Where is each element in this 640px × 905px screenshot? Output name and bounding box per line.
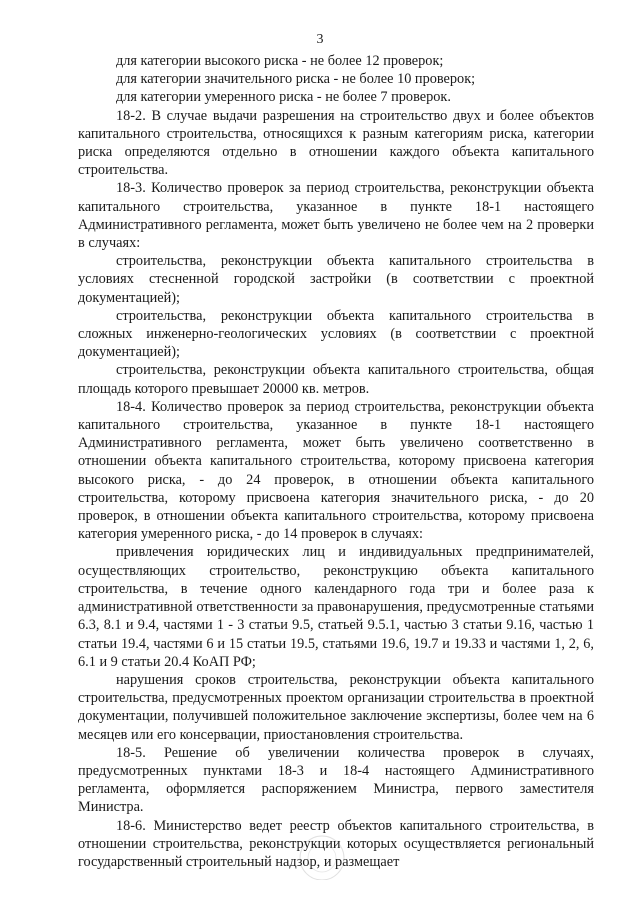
paragraph-18-6: 18-6. Министерство ведет реестр объектов капитального строительства, в отношении строительства, реконструкции которых осуществляется региональный государственный строительный надзор, и размещает: [78, 817, 594, 870]
paragraph-18-4: 18-4. Количество проверок за период строительства, реконструкции объекта капитального строительства, указанное в пункте 18-1 настоящего Административного регламента, может быть увеличено соответственно в отношении объекта капитального строительства, которому присвоена категория высокого риска, - до 24 проверок, в отношении объекта капитального строительства, которому присвоена категория значительного риска, - до 20 проверок, в отношении объекта капитального строительства, которому присвоена категория умеренного риска, - до 14 проверок в случаях:: [78, 398, 594, 543]
paragraph-18-2: 18-2. В случае выдачи разрешения на строительство двух и более объектов капитального строительства, относящихся к разным категориям риска, категории риска определяются отдельно в отношении каждого объекта капитального строительства.: [78, 107, 594, 179]
document-body: [78, 52, 594, 871]
paragraph: строительства, реконструкции объекта капитального строительства в сложных инженерно-геологических условиях (в соответствии с проектной документацией);: [78, 307, 594, 361]
paragraph-18-5: 18-5. Решение об увеличении количества проверок в случаях, предусмотренных пунктами 18-3 и 18-4 настоящего Административного регламента, оформляется распоряжением Министра, первого заместителя Министра.: [78, 744, 594, 816]
paragraph: привлечения юридических лиц и индивидуальных предпринимателей, осуществляющих строительство, реконструкцию объекта капитального строительства, в течение одного календарного года три и более раза к административной ответственности за правонарушения, предусмотренные статьями 6.3, 8.1 и 9.4, частями 1 - 3 статьи 9.5, статьей 9.5.1, частью 3 статьи 9.16, частью 1 статьи 19.4, частями 6 и 15 статьи 19.5, статьями 19.6, 19.7 и 19.33 и частями 1, 2, 6, 6.1 и 9 статьи 20.4 КоАП РФ;: [78, 544, 594, 670]
paragraph-18-3: 18-3. Количество проверок за период строительства, реконструкции объекта капитального строительства, указанное в пункте 18-1 настоящего Административного регламента, может быть увеличено не более чем на 2 проверки в случаях:: [78, 180, 594, 252]
page-number: 3: [316, 32, 324, 47]
paragraph: строительства, реконструкции объекта капитального строительства в условиях стесненной городской застройки (в соответствии с проектной документацией);: [78, 253, 594, 306]
paragraph: нарушения сроков строительства, реконструкции объекта капитального строительства, предусмотренных проектом организации строительства в проектной документации, получившей положительное заключение экспертизы, более чем на 6 месяцев или его консервации, приостановления строительства.: [78, 671, 594, 743]
paragraph: для категории умеренного риска - не более 7 проверок.: [116, 89, 451, 106]
paragraph: для категории значительного риска - не более 10 проверок;: [116, 71, 476, 88]
faint-stamp-mark: [262, 820, 382, 880]
paragraph: строительства, реконструкции объекта капитального строительства, общая площадь которого превышает 20000 кв. метров.: [78, 362, 594, 397]
paragraph: для категории высокого риска - не более 12 проверок;: [116, 53, 444, 69]
